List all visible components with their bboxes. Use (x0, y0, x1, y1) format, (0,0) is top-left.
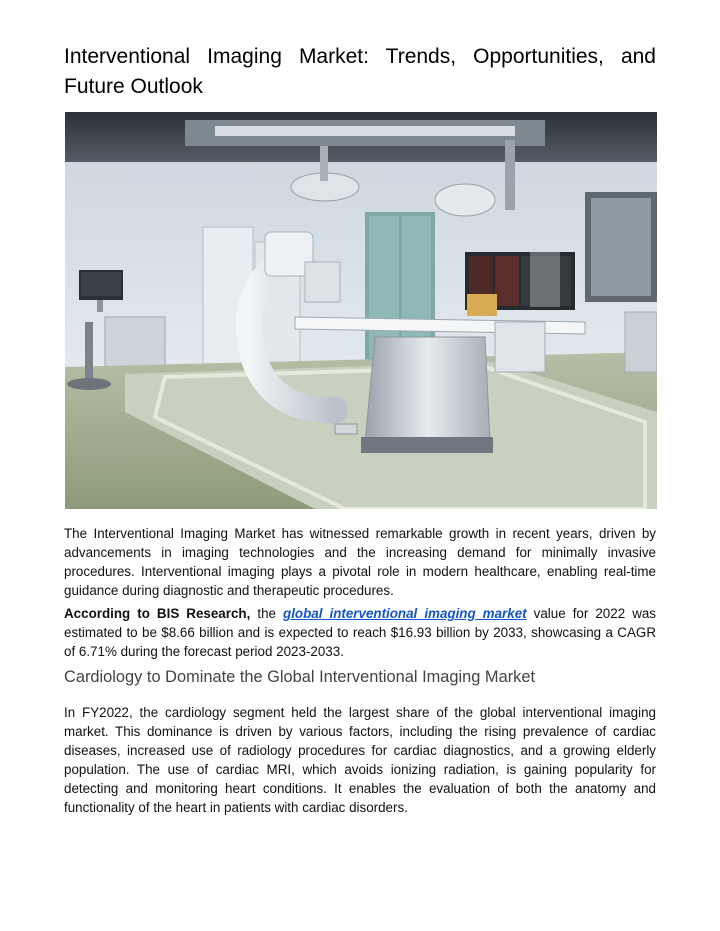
page-title: Interventional Imaging Market: Trends, Opportunities, and Future Outlook (64, 45, 656, 98)
market-report-link[interactable]: global interventional imaging market (283, 606, 527, 621)
research-lead: According to BIS Research, (64, 606, 251, 621)
research-paragraph (64, 604, 656, 661)
hero-image (65, 112, 657, 509)
section-heading: Cardiology to Dominate the Global Interventional Imaging Market (64, 668, 536, 686)
research-post-link: value for 2022 was estimated to be $8.66 billion and is expected to reach $16.93 billion by 2033, showcasing a CAGR of 6.71% during the forecast period 2023-2033. (64, 606, 657, 659)
intro-paragraph: The Interventional Imaging Market has witnessed remarkable growth in recent years, driven by advancements in imaging technologies and the increasing demand for minimally invasive procedures. Interventional imaging plays a pivotal role in modern healthcare, enabling real-time guidance during diagnostic and therapeutic procedures. (64, 526, 656, 598)
research-pre-link: the (250, 606, 284, 621)
cardiology-paragraph: In FY2022, the cardiology segment held the largest share of the global interventional imaging market. This dominance is driven by various factors, including the rising prevalence of cardiac diseases, increased use of radiology procedures for cardiac diagnostics, and a growing elderly population. The use of cardiac MRI, which avoids ionizing radiation, is gaining popularity for detecting and monitoring heart conditions. It enables the evaluation of both the anatomy and functionality of the heart in patients with cardiac disorders. (64, 705, 656, 815)
cath-lab-illustration (65, 112, 657, 509)
